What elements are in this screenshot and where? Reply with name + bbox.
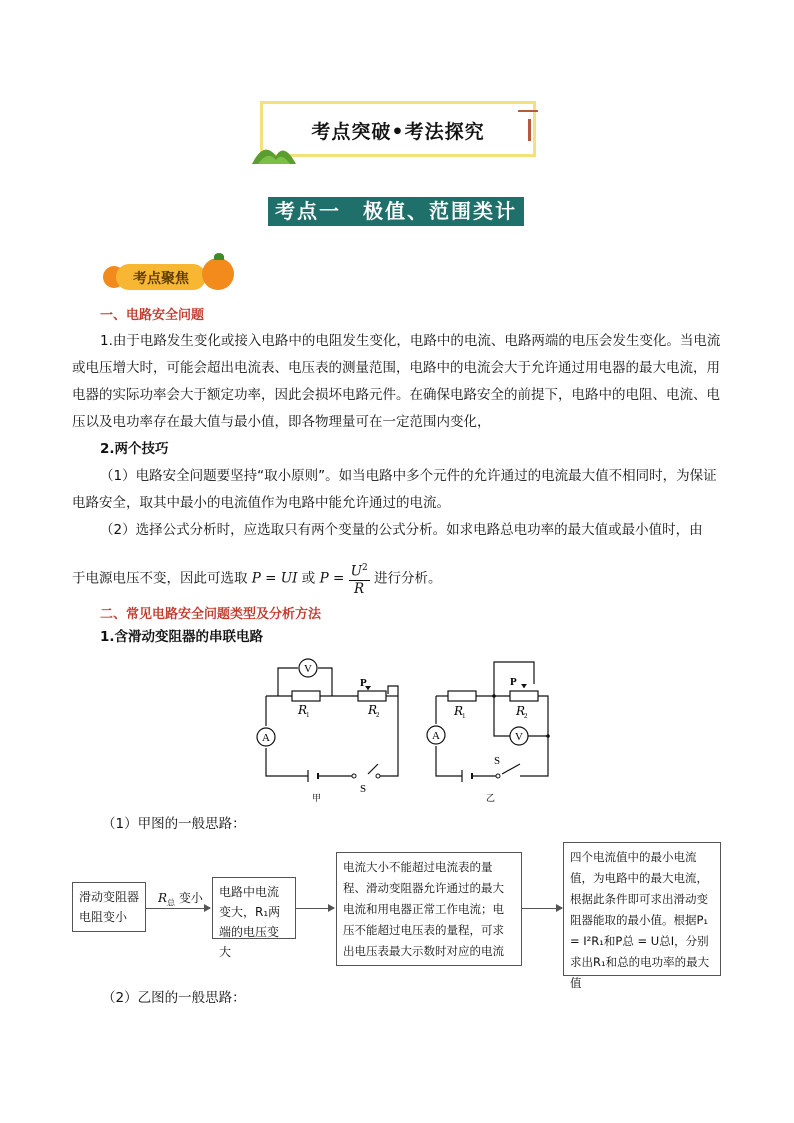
r1-label: R (298, 703, 308, 717)
caption-jia: （1）甲图的一般思路： (102, 816, 246, 832)
section-title: 考点一 极值、范围类计算 (268, 197, 524, 226)
circuit-name: 甲 (312, 794, 322, 804)
numerator-exp: 2 (361, 563, 368, 573)
caption-yi: （2）乙图的一般思路： (102, 990, 246, 1006)
paragraph-4c: 进行分析。 (374, 570, 442, 587)
heading-part1: 一、电路安全问题 (100, 308, 205, 323)
voltmeter-label: V (304, 663, 312, 675)
ammeter-label: A (432, 730, 440, 742)
ammeter-label: A (262, 732, 270, 744)
paragraph-1 (72, 328, 724, 436)
r1-sub: 1 (306, 711, 310, 719)
r2-label: R (516, 704, 526, 718)
paragraph-4a: （2）选择公式分析时，应选取只有两个变量的公式分析。如求电路总电功率的最大值或最小值时，由 (100, 522, 703, 538)
circuit-diagram-jia (250, 656, 410, 806)
flow-arrow-2 (296, 908, 334, 909)
flow-box-1: 滑动变阻器电阻变小 (72, 882, 146, 932)
formula-power-label: P = (319, 570, 345, 587)
title-banner (260, 101, 536, 157)
circuit-name: 乙 (486, 794, 496, 804)
switch-label: S (494, 755, 501, 767)
slider-p-label: P (360, 677, 367, 689)
paragraph-2: 2.两个技巧 (100, 441, 169, 457)
banner-decoration (518, 110, 538, 112)
fraction (349, 560, 370, 597)
label-sub: 总 (167, 898, 176, 908)
slider-p-label: P (510, 676, 517, 688)
flow-box-3: 电流大小不能超过电流表的量程、滑动变阻器允许通过的最大电流和用电器正常工作电流；电压不能超过电压表的量程，可求出电压表最大示数时对应的电流 (336, 852, 522, 966)
flow-box-2: 电路中电流变大，R₁两端的电压变大 (212, 877, 296, 939)
paragraph-3: （1）电路安全问题要坚持“取小原则”。如当电路中多个元件的允许通过的电流最大值不相同时，为保证电路安全，取其中最小的电流值作为电路中能允许通过的电流。 (72, 468, 717, 511)
flow-arrow-1-label (158, 889, 203, 908)
flow-box-4: 四个电流值中的最小电流值，为电路中的最大电流，根据此条件即可求出滑动变阻器能取的最小值。根据P₁ = I²R₁和P总 = U总I，分别求出R₁和总的电功率的最大值 (563, 842, 721, 976)
hill-icon (250, 136, 300, 166)
paragraph-4b-text: 于电源电压不变，因此可选取 (72, 570, 248, 587)
heading-part2: 二、常见电路安全问题类型及分析方法 (100, 607, 322, 622)
banner-decoration (528, 119, 531, 141)
numerator-u: U (350, 563, 362, 580)
flow-arrow-3 (522, 908, 562, 909)
focus-badge (116, 264, 206, 290)
switch-label: S (360, 783, 367, 795)
focus-label: 考点聚焦 (133, 271, 189, 287)
r1-sub: 1 (462, 712, 466, 720)
label-r: R (158, 891, 168, 905)
label-rest: 变小 (175, 891, 203, 905)
voltmeter-label: V (515, 731, 523, 743)
banner-title: 考点突破•考法探究 (311, 121, 485, 143)
r2-sub: 2 (524, 712, 528, 720)
leaf-icon (214, 253, 224, 260)
orange-icon (202, 258, 234, 290)
fraction-denominator: R (354, 580, 365, 597)
subheading-series-circuit: 1.含滑动变阻器的串联电路 (100, 629, 264, 645)
paragraph-1-text: 1.由于电路发生变化或接入电路中的电阻发生变化，电路中的电流、电路两端的电压会发生变化。当电流或电压增大时，可能会超出电流表、电压表的测量范围，电路中的电流会大于允许通过用电器的最大电流，用电器的实际功率会大于额定功率，因此会损坏电路元件。在确保电路安全的前提下，电路中的电阻、电流、电压以及电功率存在最大值与最小值，即各物理量可在一定范围内变化， (72, 333, 721, 430)
r2-sub: 2 (376, 711, 380, 719)
circuit-diagram-yi (420, 656, 560, 806)
r1-label: R (454, 704, 464, 718)
paragraph-4b (72, 560, 442, 597)
fraction-numerator (349, 560, 370, 581)
r2-label: R (368, 703, 378, 717)
slider-arrow-icon (521, 684, 527, 688)
formula-or: 或 (301, 570, 316, 587)
formula-power-ui: P = UI (251, 570, 298, 587)
